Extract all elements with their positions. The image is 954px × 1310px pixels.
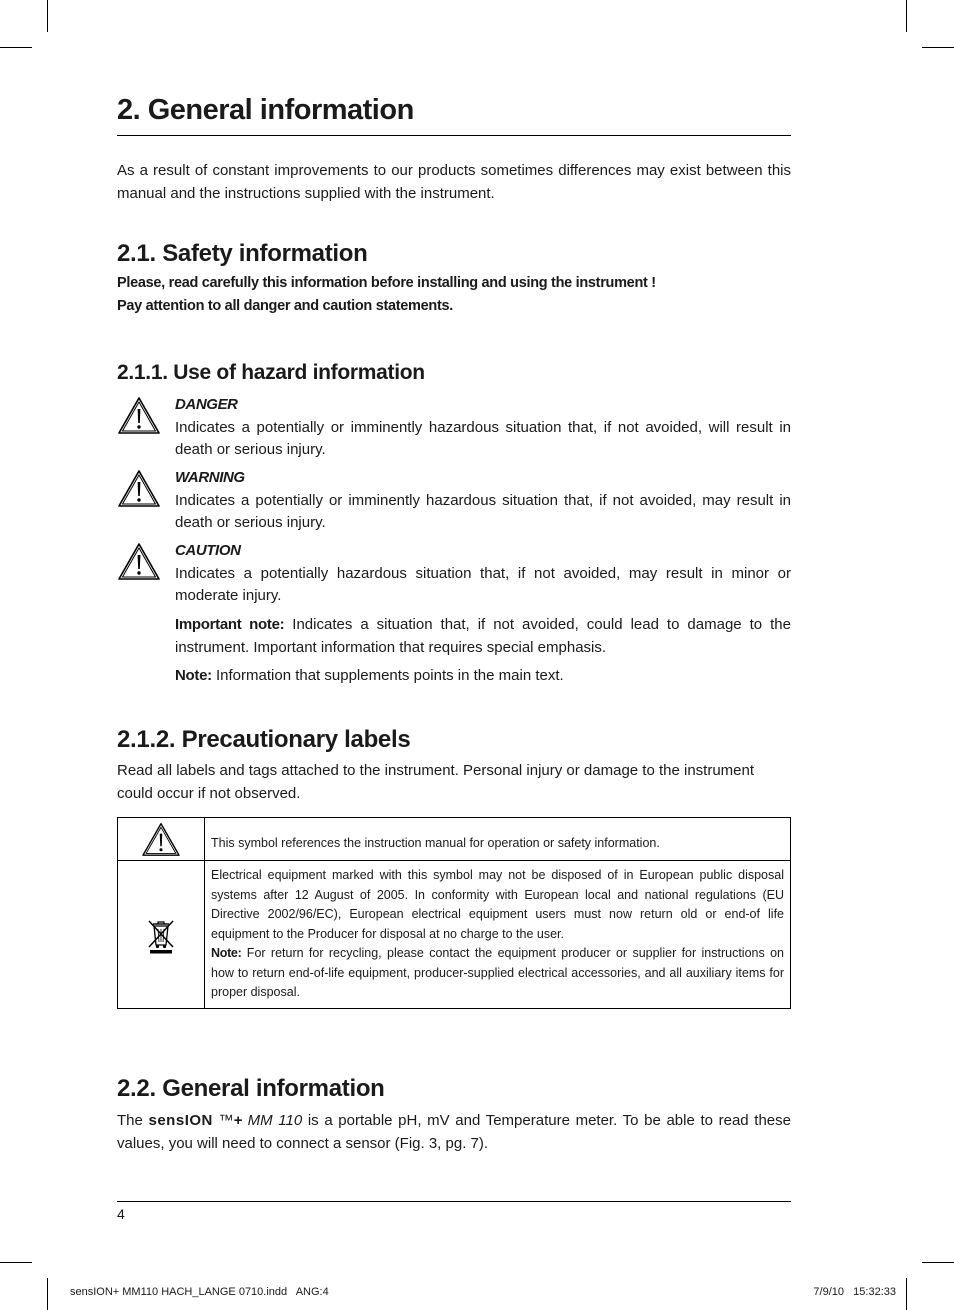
- model-name: MM 110: [241, 1112, 303, 1129]
- weee-text: Electrical equipment marked with this symbol may not be disposed of in European public disposal systems after 12 August of 2005. In conformity with European local and national regulations (EU Directive 2002/96/EC), European electrical equipment users must now return old or end-of life equipment to the Producer for disposal at no charge to the user.: [211, 868, 784, 941]
- page-number: 4: [117, 1206, 125, 1222]
- note: [175, 664, 791, 687]
- warning-triangle-icon: [117, 541, 161, 581]
- table-row: [118, 818, 791, 861]
- safety-warning-line: Please, read carefully this information before installing and using the instrument !: [117, 275, 656, 291]
- crop-mark: [47, 1278, 48, 1310]
- trademark: ™: [212, 1112, 234, 1129]
- general-heading: 2.2. General information: [117, 1075, 385, 1102]
- hazard-text: Indicates a potentially or imminently hazardous situation that, if not avoided, may result in death or serious injury.: [175, 491, 791, 531]
- weee-note-text: For return for recycling, please contact the equipment producer or supplier for instructions on how to return end-of-life equipment, producer-supplied electrical accessories, and all auxiliary items for proper disposal.: [211, 946, 784, 1000]
- hazard-warning: [175, 467, 791, 535]
- hazard-text: Indicates a potentially hazardous situation that, if not avoided, may result in minor or moderate injury.: [175, 564, 791, 604]
- crossed-bin-icon: [143, 915, 179, 955]
- labels-intro: Read all labels and tags attached to the instrument. Personal injury or damage to the instrument could occur if not observed.: [117, 762, 755, 802]
- general-text-pre: The: [117, 1112, 149, 1129]
- page-title: 2. General information: [117, 94, 414, 126]
- table-text-cell: This symbol references the instruction manual for operation or safety information.: [205, 818, 791, 861]
- weee-note: [211, 944, 784, 1003]
- crop-mark: [906, 0, 907, 32]
- footer-rule: [117, 1201, 791, 1202]
- crop-mark: [922, 47, 954, 48]
- hazard-title: WARNING: [175, 469, 245, 486]
- table-row: [118, 861, 791, 1009]
- print-slug-file: sensION+ MM110 HACH_LANGE 0710.indd ANG:4: [70, 1286, 329, 1298]
- crop-mark: [0, 1262, 32, 1263]
- table-text-cell: [205, 861, 791, 1009]
- hazard-heading: 2.1.1. Use of hazard information: [117, 361, 425, 384]
- crop-mark: [47, 0, 48, 32]
- hazard-title: DANGER: [175, 396, 238, 413]
- important-note: [175, 613, 791, 659]
- intro-paragraph: As a result of constant improvements to our products sometimes differences may exist between this manual and the instructions supplied with the instrument.: [117, 162, 791, 202]
- warning-triangle-icon: [117, 395, 161, 435]
- important-note-text: Indicates a situation that, if not avoided, could lead to damage to the instrument. Important information that requires special emphasis.: [175, 616, 791, 656]
- crop-mark: [906, 1278, 907, 1310]
- hazard-title: CAUTION: [175, 542, 241, 559]
- print-slug-date: 7/9/10 15:32:33: [813, 1286, 896, 1298]
- weee-note-label: Note:: [211, 946, 242, 961]
- table-icon-cell: [118, 818, 205, 861]
- table-icon-cell: [118, 861, 205, 1009]
- title-rule: [117, 135, 791, 136]
- plus-sign: +: [233, 1112, 242, 1129]
- labels-heading: 2.1.2. Precautionary labels: [117, 726, 411, 753]
- warning-triangle-icon: [117, 468, 161, 508]
- hazard-caution: [175, 540, 791, 608]
- general-paragraph: [117, 1109, 791, 1155]
- crop-mark: [0, 47, 32, 48]
- hazard-text: Indicates a potentially or imminently hazardous situation that, if not avoided, will result in death or serious injury.: [175, 418, 791, 458]
- important-note-label: Important note:: [175, 616, 285, 633]
- crop-mark: [922, 1262, 954, 1263]
- warning-triangle-icon: [141, 821, 181, 857]
- note-text: Information that supplements points in the main text.: [211, 667, 564, 684]
- precautionary-labels-table: [117, 817, 791, 1009]
- safety-attention-line: Pay attention to all danger and caution statements.: [117, 298, 453, 314]
- brand-name: sensION: [148, 1112, 213, 1129]
- safety-heading: 2.1. Safety information: [117, 240, 368, 267]
- general-text-post: is a portable pH, mV and Temperature meter. To be able to read these values, you will need to connect a sensor (Fig. 3, pg. 7).: [117, 1112, 791, 1152]
- hazard-danger: [175, 394, 791, 462]
- note-label: Note:: [175, 667, 212, 684]
